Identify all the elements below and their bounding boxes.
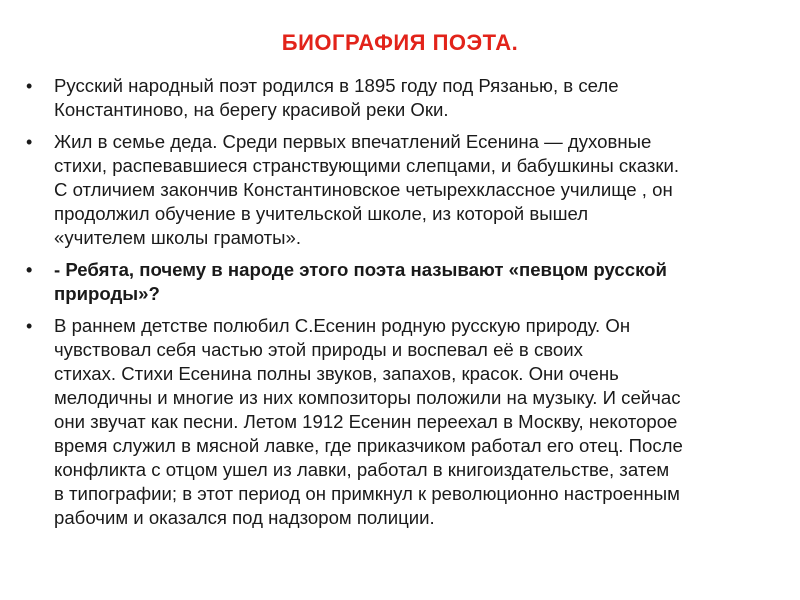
bullet-paragraph-question	[26, 258, 774, 306]
paragraph-text: В раннем детстве полюбил С.Есенин родную русскую природу. Он чувствовал себя частью этой природы и воспевал её в своих стихах. Стихи Есенина полны звуков, запахов, красок. Они очень мелодичны и многие из них композиторы положили на музыку. И сейчас они звучат как песни. Летом 1912 Есенин переехал в Москву, некоторое время служил в мясной лавке, где приказчиком работал его отец. После конфликта с отцом ушел из лавки, работал в книгоиздательстве, затем в типографии; в этот период он примкнул к революционно настроенным рабочим и оказался под надзором полиции.	[54, 315, 683, 528]
bullet-icon: •	[26, 76, 33, 96]
bullet-paragraph-birth	[26, 74, 774, 122]
bullet-icon: •	[26, 260, 33, 280]
bullet-icon: •	[26, 132, 33, 152]
bullet-paragraph-childhood	[26, 130, 774, 250]
question-text: - Ребята, почему в народе этого поэта называют «певцом русской природы»?	[54, 259, 667, 304]
bullet-icon: •	[26, 316, 33, 336]
paragraph-text: Русский народный поэт родился в 1895 году под Рязанью, в селе Константиново, на берегу красивой реки Оки.	[54, 75, 619, 120]
bullet-paragraph-nature	[26, 314, 774, 530]
slide-title: БИОГРАФИЯ ПОЭТА.	[281, 30, 519, 55]
bullet-list	[26, 74, 774, 530]
paragraph-text: Жил в семье деда. Среди первых впечатлений Есенина — духовные стихи, распевавшиеся странствующими слепцами, и бабушкины сказки. С отличием закончив Константиновское четырехклассное училище , он продолжил обучение в учительской школе, из которой вышел «учителем школы грамоты».	[54, 131, 680, 248]
